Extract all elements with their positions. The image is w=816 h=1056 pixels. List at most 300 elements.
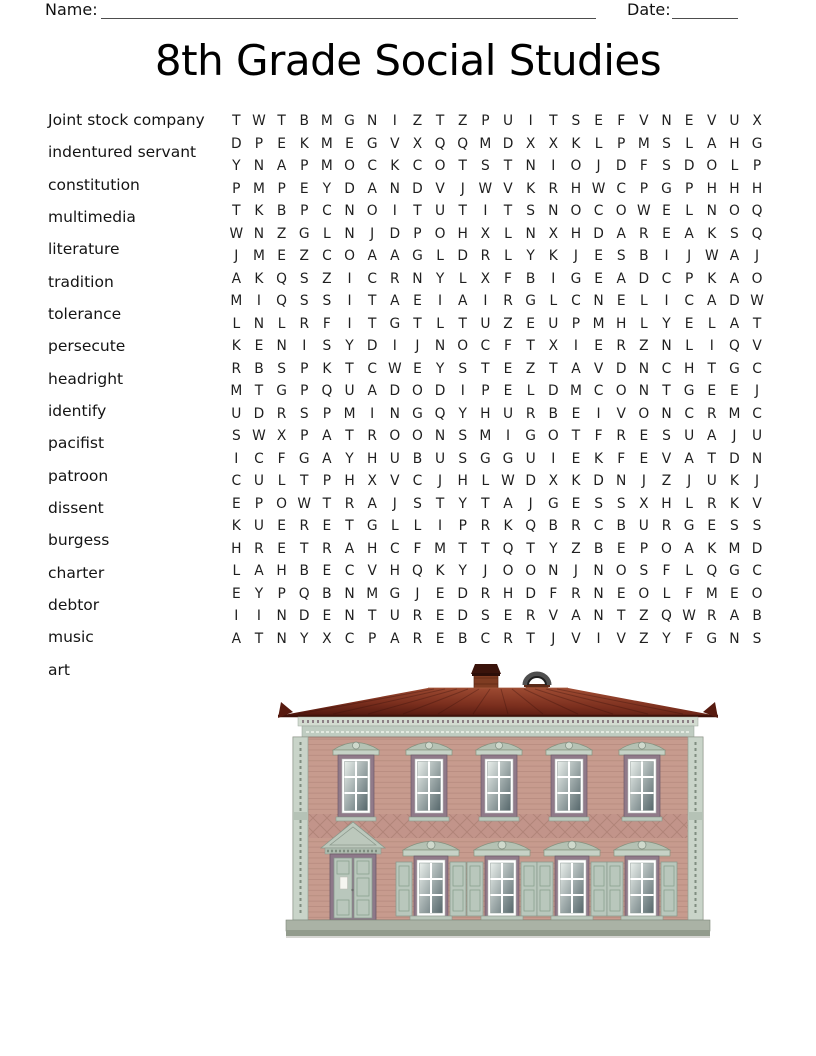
grid-letter: H bbox=[276, 563, 287, 579]
grid-letter: I bbox=[596, 630, 601, 647]
grid-letter: N bbox=[389, 405, 400, 422]
grid-letter: U bbox=[344, 383, 355, 399]
grid-letter: T bbox=[345, 428, 354, 444]
grid-letter: J bbox=[460, 180, 465, 197]
grid-letter: D bbox=[434, 383, 446, 399]
grid-letter: S bbox=[752, 518, 762, 534]
grid-letter: S bbox=[662, 158, 671, 174]
grid-letter: A bbox=[254, 563, 264, 579]
grid-letter: T bbox=[254, 383, 264, 399]
grid-letter: G bbox=[661, 180, 672, 197]
grid-letter: N bbox=[706, 203, 717, 219]
grid-letter: B bbox=[639, 248, 649, 264]
grid-letter: H bbox=[366, 450, 378, 467]
grid-letter: O bbox=[434, 158, 446, 174]
grid-letter: A bbox=[390, 248, 400, 264]
grid-letter: E bbox=[616, 585, 626, 602]
grid-letter: M bbox=[479, 428, 492, 444]
grid-letter: N bbox=[344, 585, 355, 602]
grid-letter: N bbox=[276, 630, 287, 647]
grid-letter: Z bbox=[276, 225, 287, 242]
grid-letter: A bbox=[390, 630, 400, 647]
grid-letter: C bbox=[593, 203, 604, 219]
grid-letter: O bbox=[638, 405, 650, 422]
grid-letter: D bbox=[366, 338, 378, 354]
grid-letter: Q bbox=[276, 270, 288, 287]
lower-window bbox=[537, 841, 607, 920]
grid-letter: N bbox=[253, 315, 265, 332]
word-list-item: tradition bbox=[48, 272, 114, 291]
grid-letter: Q bbox=[706, 563, 718, 579]
grid-letter: S bbox=[322, 338, 332, 354]
word-list-item: persecute bbox=[48, 337, 126, 356]
grid-letter: R bbox=[344, 495, 355, 512]
grid-letter: Q bbox=[434, 135, 446, 152]
grid-letter: O bbox=[502, 563, 514, 579]
grid-letter: F bbox=[617, 113, 626, 129]
grid-letter: T bbox=[526, 630, 535, 647]
grid-letter: E bbox=[616, 293, 626, 309]
grid-letter: V bbox=[548, 608, 559, 624]
grid-letter: J bbox=[415, 585, 420, 602]
grid-letter: U bbox=[435, 203, 446, 219]
grid-letter: I bbox=[392, 113, 397, 129]
house-illustration bbox=[278, 664, 718, 940]
grid-letter: L bbox=[277, 315, 286, 332]
grid-letter: K bbox=[548, 248, 558, 264]
letter-grid bbox=[225, 110, 768, 650]
grid-letter: N bbox=[434, 428, 446, 444]
grid-letter: S bbox=[730, 518, 739, 534]
grid-letter: E bbox=[707, 518, 717, 534]
grid-letter: X bbox=[548, 225, 559, 242]
grid-letter: R bbox=[231, 360, 242, 377]
grid-letter: I bbox=[438, 293, 443, 309]
grid-letter: G bbox=[706, 630, 718, 647]
grid-letter: E bbox=[639, 450, 649, 467]
grid-letter: O bbox=[344, 248, 355, 264]
grid-letter: N bbox=[253, 225, 265, 242]
grid-letter: S bbox=[662, 135, 671, 152]
grid-letter: T bbox=[345, 518, 354, 534]
grid-letter: P bbox=[300, 360, 309, 377]
grid-letter: L bbox=[685, 495, 693, 512]
grid-letter: G bbox=[298, 450, 310, 467]
grid-letter: O bbox=[728, 203, 740, 219]
grid-letter: F bbox=[277, 450, 286, 467]
grid-letter: J bbox=[483, 563, 488, 579]
grid-letter: Q bbox=[525, 518, 537, 534]
grid-letter: M bbox=[230, 383, 243, 399]
grid-letter: F bbox=[662, 563, 671, 579]
grid-letter: Y bbox=[435, 360, 445, 377]
grid-letter: K bbox=[254, 203, 264, 219]
grid-letter: K bbox=[729, 473, 739, 489]
grid-letter: D bbox=[253, 405, 265, 422]
grid-letter: H bbox=[570, 225, 582, 242]
grid-letter: G bbox=[412, 405, 423, 422]
grid-letter: H bbox=[729, 180, 740, 197]
grid-letter: V bbox=[661, 450, 672, 467]
grid-letter: K bbox=[707, 540, 717, 557]
grid-letter: M bbox=[592, 315, 605, 332]
word-list-item: indentured servant bbox=[48, 143, 197, 162]
grid-letter: G bbox=[298, 225, 310, 242]
grid-letter: A bbox=[367, 248, 377, 264]
grid-letter: B bbox=[548, 518, 559, 534]
grid-letter: Z bbox=[458, 113, 468, 129]
grid-letter: R bbox=[525, 608, 536, 624]
grid-letter: C bbox=[593, 383, 604, 399]
grid-letter: L bbox=[730, 158, 739, 174]
grid-letter: R bbox=[480, 518, 491, 534]
grid-letter: I bbox=[709, 338, 714, 354]
grid-letter: V bbox=[639, 113, 649, 129]
grid-letter: B bbox=[254, 360, 264, 377]
grid-letter: B bbox=[548, 405, 559, 422]
grid-letter: O bbox=[615, 203, 627, 219]
grid-letter: Y bbox=[458, 405, 467, 422]
grid-letter: N bbox=[661, 405, 672, 422]
grid-letter: A bbox=[707, 135, 717, 152]
grid-letter: V bbox=[752, 338, 762, 354]
grid-letter: L bbox=[277, 473, 286, 489]
grid-letter: C bbox=[752, 360, 762, 377]
grid-letter: K bbox=[729, 495, 739, 512]
grid-letter: D bbox=[547, 383, 559, 399]
grid-letter: O bbox=[434, 225, 446, 242]
grid-letter: A bbox=[707, 428, 717, 444]
grid-letter: J bbox=[687, 473, 692, 489]
grid-letter: E bbox=[322, 518, 332, 534]
grid-letter: D bbox=[729, 293, 740, 309]
grid-letter: T bbox=[503, 203, 513, 219]
grid-letter: J bbox=[755, 383, 760, 399]
grid-letter: N bbox=[344, 225, 355, 242]
grid-letter: T bbox=[571, 428, 581, 444]
grid-letter: L bbox=[685, 338, 693, 354]
grid-letter: M bbox=[320, 135, 333, 152]
grid-letter: X bbox=[548, 135, 559, 152]
grid-letter: O bbox=[615, 383, 627, 399]
grid-letter: V bbox=[593, 360, 604, 377]
grid-letter: O bbox=[547, 428, 559, 444]
grid-letter: G bbox=[276, 383, 287, 399]
grid-letter: D bbox=[502, 135, 514, 152]
grid-letter: E bbox=[571, 405, 581, 422]
grid-letter: N bbox=[638, 383, 650, 399]
date-label: Date: bbox=[627, 0, 671, 19]
grid-letter: M bbox=[728, 405, 741, 422]
word-list-item: art bbox=[48, 660, 70, 679]
grid-letter: V bbox=[390, 135, 400, 152]
grid-letter: J bbox=[573, 563, 578, 579]
grid-letter: G bbox=[502, 450, 514, 467]
grid-letter: D bbox=[457, 248, 469, 264]
grid-letter: L bbox=[662, 585, 671, 602]
grid-letter: S bbox=[616, 495, 626, 512]
grid-letter: P bbox=[300, 383, 309, 399]
grid-letter: A bbox=[616, 270, 626, 287]
upper-window bbox=[406, 742, 452, 821]
grid-letter: G bbox=[344, 113, 355, 129]
grid-letter: N bbox=[434, 338, 446, 354]
word-list-item: music bbox=[48, 628, 94, 647]
grid-letter: O bbox=[366, 203, 378, 219]
grid-letter: E bbox=[435, 630, 445, 647]
grid-letter: E bbox=[662, 225, 671, 242]
grid-letter: Q bbox=[412, 563, 423, 579]
grid-letter: R bbox=[367, 428, 377, 444]
grid-letter: P bbox=[752, 158, 762, 174]
grid-letter: H bbox=[231, 540, 242, 557]
grid-letter: S bbox=[616, 248, 626, 264]
grid-letter: V bbox=[390, 473, 400, 489]
grid-letter: R bbox=[390, 270, 400, 287]
grid-letter: E bbox=[594, 113, 603, 129]
grid-letter: V bbox=[616, 630, 626, 647]
grid-letter: T bbox=[367, 608, 377, 624]
grid-letter: X bbox=[412, 135, 423, 152]
grid-letter: R bbox=[254, 540, 264, 557]
grid-letter: L bbox=[458, 270, 467, 287]
grid-letter: T bbox=[232, 113, 241, 129]
grid-letter: M bbox=[320, 113, 333, 129]
grid-letter: T bbox=[526, 540, 535, 557]
grid-letter: I bbox=[347, 270, 352, 287]
grid-letter: T bbox=[367, 293, 377, 309]
grid-letter: D bbox=[525, 585, 536, 602]
upper-window bbox=[333, 742, 379, 821]
grid-letter: N bbox=[638, 360, 650, 377]
grid-letter: N bbox=[253, 158, 265, 174]
grid-letter: S bbox=[526, 203, 536, 219]
grid-letter: B bbox=[616, 518, 626, 534]
grid-letter: R bbox=[276, 405, 287, 422]
grid-letter: P bbox=[277, 180, 286, 197]
grid-letter: A bbox=[367, 180, 377, 197]
grid-letter: P bbox=[368, 630, 377, 647]
grid-letter: U bbox=[253, 518, 265, 534]
grid-letter: A bbox=[390, 293, 400, 309]
grid-letter: L bbox=[685, 135, 693, 152]
grid-letter: N bbox=[661, 113, 672, 129]
grid-letter: C bbox=[412, 158, 423, 174]
grid-letter: E bbox=[299, 180, 309, 197]
grid-letter: R bbox=[412, 630, 423, 647]
grid-letter: B bbox=[322, 585, 332, 602]
grid-letter: S bbox=[299, 293, 309, 309]
grid-letter: T bbox=[367, 315, 377, 332]
grid-letter: C bbox=[412, 473, 423, 489]
grid-letter: L bbox=[323, 225, 331, 242]
grid-letter: D bbox=[389, 225, 401, 242]
grid-letter: R bbox=[616, 338, 626, 354]
grid-letter: P bbox=[684, 270, 694, 287]
grid-letter: Z bbox=[412, 113, 423, 129]
grid-letter: Y bbox=[300, 630, 309, 647]
grid-letter: T bbox=[707, 360, 716, 377]
grid-letter: G bbox=[366, 518, 378, 534]
grid-letter: A bbox=[729, 315, 740, 332]
grid-letter: E bbox=[639, 428, 649, 444]
grid-letter: X bbox=[639, 495, 649, 512]
grid-letter: X bbox=[480, 225, 491, 242]
grid-letter: W bbox=[297, 495, 312, 512]
grid-letter: Q bbox=[434, 405, 446, 422]
grid-letter: S bbox=[662, 428, 671, 444]
grid-letter: M bbox=[637, 135, 650, 152]
grid-letter: O bbox=[525, 563, 537, 579]
grid-letter: Y bbox=[662, 315, 671, 332]
grid-letter: S bbox=[231, 428, 241, 444]
grid-letter: L bbox=[640, 293, 648, 309]
grid-letter: V bbox=[367, 563, 377, 579]
grid-letter: V bbox=[752, 495, 762, 512]
grid-letter: H bbox=[751, 180, 763, 197]
grid-letter: D bbox=[231, 135, 242, 152]
grid-letter: D bbox=[615, 360, 627, 377]
grid-letter: R bbox=[548, 180, 559, 197]
grid-letter: M bbox=[320, 158, 333, 174]
grid-letter: R bbox=[706, 608, 717, 624]
grid-letter: D bbox=[593, 473, 604, 489]
grid-letter: H bbox=[457, 473, 468, 489]
grid-letter: X bbox=[322, 630, 332, 647]
word-list-item: pacifist bbox=[48, 434, 105, 453]
grid-letter: C bbox=[480, 630, 491, 647]
grid-letter: Q bbox=[661, 608, 672, 624]
grid-letter: X bbox=[480, 270, 491, 287]
grid-letter: K bbox=[322, 360, 332, 377]
grid-letter: I bbox=[573, 338, 578, 354]
grid-letter: D bbox=[412, 180, 423, 197]
grid-letter: J bbox=[234, 248, 239, 264]
grid-letter: W bbox=[478, 180, 493, 197]
grid-letter: T bbox=[481, 360, 490, 377]
grid-letter: I bbox=[256, 608, 261, 624]
grid-letter: L bbox=[436, 248, 444, 264]
grid-letter: L bbox=[504, 248, 512, 264]
grid-letter: I bbox=[528, 113, 533, 129]
grid-letter: B bbox=[299, 563, 309, 579]
grid-letter: W bbox=[591, 180, 606, 197]
grid-letter: F bbox=[639, 158, 648, 174]
grid-letter: K bbox=[435, 563, 445, 579]
grid-letter: S bbox=[480, 608, 490, 624]
grid-letter: K bbox=[707, 225, 717, 242]
grid-letter: R bbox=[299, 518, 310, 534]
grid-letter: H bbox=[683, 360, 695, 377]
grid-letter: A bbox=[503, 495, 513, 512]
grid-letter: C bbox=[344, 563, 355, 579]
grid-letter: L bbox=[436, 315, 444, 332]
grid-letter: E bbox=[277, 135, 286, 152]
foundation bbox=[286, 920, 710, 937]
grid-letter: T bbox=[549, 360, 558, 377]
grid-letter: T bbox=[435, 113, 445, 129]
grid-letter: Z bbox=[661, 473, 672, 489]
grid-letter: Y bbox=[458, 495, 467, 512]
grid-letter: W bbox=[682, 608, 696, 624]
grid-letter: I bbox=[392, 203, 397, 219]
grid-letter: N bbox=[344, 608, 355, 624]
grid-letter: C bbox=[571, 293, 581, 309]
grid-letter: C bbox=[616, 180, 627, 197]
grid-letter: Q bbox=[728, 338, 740, 354]
grid-letter: P bbox=[481, 113, 490, 129]
grid-letter: A bbox=[729, 270, 740, 287]
grid-letter: F bbox=[322, 315, 331, 332]
grid-letter: Y bbox=[322, 180, 332, 197]
grid-letter: M bbox=[366, 585, 379, 602]
grid-letter: F bbox=[594, 428, 603, 444]
grid-letter: N bbox=[525, 225, 536, 242]
grid-letter: N bbox=[548, 563, 559, 579]
grid-letter: K bbox=[594, 450, 604, 467]
grid-letter: R bbox=[299, 315, 310, 332]
word-list-item: debtor bbox=[48, 595, 100, 614]
grid-letter: Z bbox=[639, 338, 649, 354]
grid-letter: K bbox=[707, 270, 717, 287]
grid-letter: I bbox=[596, 405, 601, 422]
grid-letter: D bbox=[638, 270, 650, 287]
word-list-item: literature bbox=[48, 240, 120, 259]
grid-letter: F bbox=[504, 270, 512, 287]
grid-letter: E bbox=[231, 585, 241, 602]
grid-letter: L bbox=[685, 563, 693, 579]
grid-letter: M bbox=[434, 540, 447, 557]
grid-letter: C bbox=[322, 203, 332, 219]
grid-letter: F bbox=[685, 585, 694, 602]
grid-letter: U bbox=[684, 428, 695, 444]
grid-letter: R bbox=[706, 405, 717, 422]
grid-letter: W bbox=[229, 225, 244, 242]
grid-letter: I bbox=[256, 293, 261, 309]
grid-letter: I bbox=[370, 405, 375, 422]
grid-letter: S bbox=[458, 428, 468, 444]
grid-letter: A bbox=[322, 450, 332, 467]
grid-letter: C bbox=[752, 405, 762, 422]
grid-letter: J bbox=[596, 158, 601, 174]
grid-letter: W bbox=[252, 113, 266, 129]
grid-letter: T bbox=[322, 495, 332, 512]
grid-letter: I bbox=[551, 270, 556, 287]
word-list-item: multimedia bbox=[48, 207, 136, 226]
lower-window bbox=[607, 841, 677, 920]
grid-letter: H bbox=[344, 473, 355, 489]
grid-letter: H bbox=[457, 225, 468, 242]
grid-letter: T bbox=[481, 540, 490, 557]
grid-letter: J bbox=[687, 248, 692, 264]
grid-letter: E bbox=[730, 383, 739, 399]
grid-letter: M bbox=[253, 180, 265, 197]
lower-window bbox=[467, 841, 537, 920]
grid-letter: Q bbox=[298, 585, 310, 602]
upper-window bbox=[546, 742, 592, 821]
grid-letter: T bbox=[458, 315, 467, 332]
grid-letter: J bbox=[551, 630, 556, 647]
grid-letter: Z bbox=[525, 360, 536, 377]
grid-letter: V bbox=[435, 180, 445, 197]
grid-letter: O bbox=[638, 585, 650, 602]
grid-letter: U bbox=[389, 450, 400, 467]
grid-letter: J bbox=[370, 225, 375, 242]
grid-letter: E bbox=[435, 585, 445, 602]
grid-letter: R bbox=[525, 405, 536, 422]
grid-letter: P bbox=[300, 428, 309, 444]
grid-letter: K bbox=[231, 338, 241, 354]
